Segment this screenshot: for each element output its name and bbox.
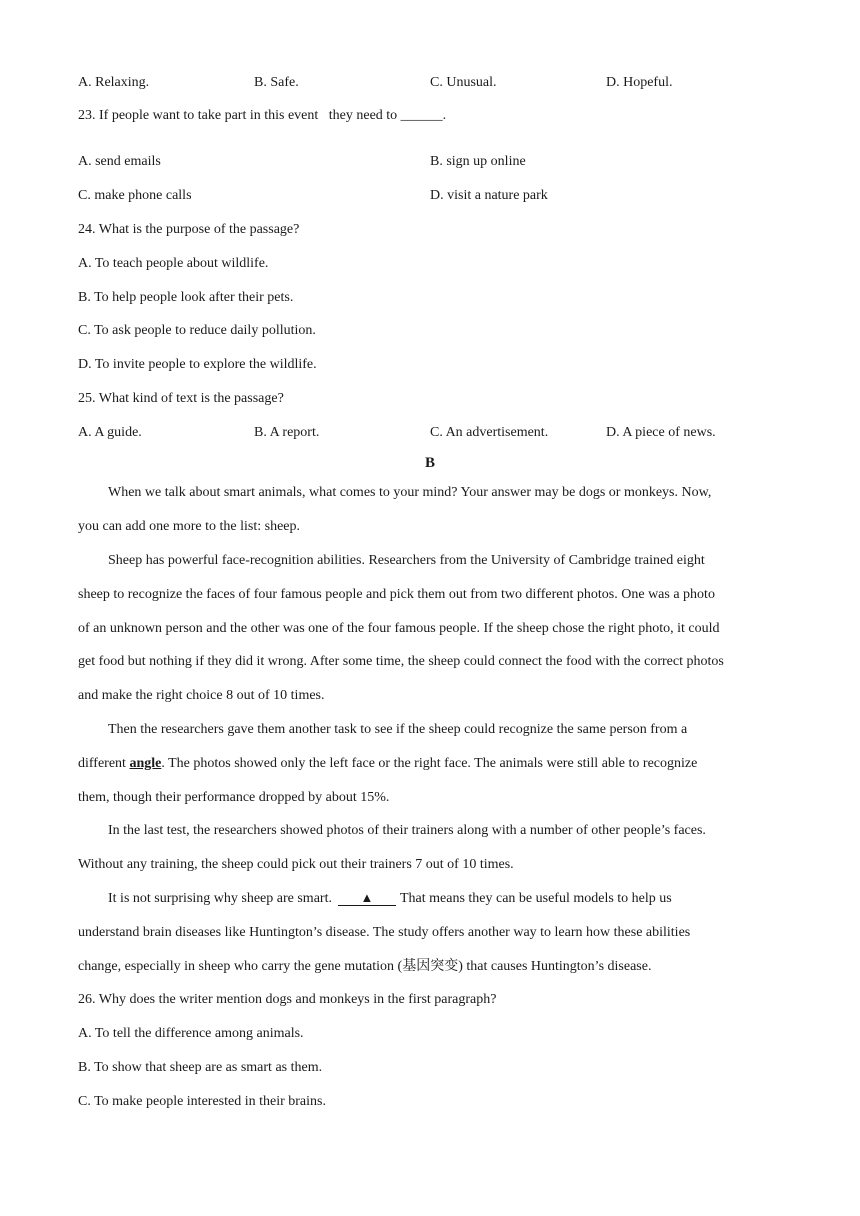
q25-question: 25. What kind of text is the passage?: [78, 391, 284, 406]
q23-question: 23. If people want to take part in this event they need to ______.: [78, 108, 447, 123]
q26-question: 26. Why does the writer mention dogs and monkeys in the first paragraph?: [78, 992, 497, 1007]
q24-option-c: C. To ask people to reduce daily pollution.: [78, 323, 316, 338]
p2-line-3: of an unknown person and the other was one of the four famous people. If the sheep chose the right photo, it could: [78, 621, 720, 636]
angle-keyword: angle: [129, 756, 162, 771]
p5-line-1-end: That means they can be useful models to help us: [399, 891, 672, 906]
q24-option-a: A. To teach people about wildlife.: [78, 256, 269, 271]
q24-option-b: B. To help people look after their pets.: [78, 290, 294, 305]
p1-line-2: you can add one more to the list: sheep.: [78, 519, 300, 534]
q24-question: 24. What is the purpose of the passage?: [78, 222, 300, 237]
q23-option-d: D. visit a nature park: [430, 188, 548, 203]
p4-line-1: In the last test, the researchers showed photos of their trainers along with a number of other people’s faces.: [108, 823, 706, 838]
p2-line-5: and make the right choice 8 out of 10 times.: [78, 688, 325, 703]
q22-option-d: D. Hopeful.: [606, 75, 673, 90]
q26-option-c: C. To make people interested in their brains.: [78, 1094, 326, 1109]
p5-line-2: understand brain diseases like Huntington’s disease. The study offers another way to learn how these abilities: [78, 925, 691, 940]
q22-option-b: B. Safe.: [254, 75, 299, 90]
p3-line-2-start: different: [78, 756, 130, 771]
p1-line-1: When we talk about smart animals, what comes to your mind? Your answer may be dogs or monkeys. Now,: [108, 485, 712, 500]
section-b-heading: B: [424, 455, 435, 471]
p3-line-2: [78, 754, 782, 774]
q26-option-b: B. To show that sheep are as smart as them.: [78, 1060, 323, 1075]
p5-line-1-start: It is not surprising why sheep are smart.: [108, 891, 332, 906]
q23-option-a: A. send emails: [78, 154, 161, 169]
p2-line-4: get food but nothing if they did it wrong. After some time, the sheep could connect the food with the correct photos: [78, 654, 724, 669]
p5-line-1: [78, 889, 812, 909]
p2-line-1: Sheep has powerful face-recognition abilities. Researchers from the University of Cambridge trained eight: [108, 553, 705, 568]
p3-line-1: Then the researchers gave them another task to see if the sheep could recognize the same person from a: [108, 722, 688, 737]
answer-blank: ▲: [338, 891, 396, 906]
p3-line-2-end: . The photos showed only the left face or the right face. The animals were still able to recognize: [161, 756, 698, 771]
q26-option-a: A. To tell the difference among animals.: [78, 1026, 304, 1041]
p2-line-2: sheep to recognize the faces of four famous people and pick them out from two different photos. One was a photo: [78, 587, 715, 602]
q23-option-c: C. make phone calls: [78, 188, 192, 203]
p5-line-3: change, especially in sheep who carry the gene mutation (基因突变) that causes Huntington’s disease.: [78, 959, 652, 974]
p3-line-3: them, though their performance dropped by about 15%.: [78, 790, 390, 805]
p4-line-2: Without any training, the sheep could pick out their trainers 7 out of 10 times.: [78, 857, 514, 872]
q22-option-c: C. Unusual.: [430, 75, 497, 90]
q25-option-c: C. An advertisement.: [430, 425, 549, 440]
q25-option-b: B. A report.: [254, 425, 320, 440]
q25-option-a: A. A guide.: [78, 425, 142, 440]
q25-option-d: D. A piece of news.: [606, 425, 716, 440]
q22-option-a: A. Relaxing.: [78, 75, 150, 90]
q23-option-b: B. sign up online: [430, 154, 526, 169]
q24-option-d: D. To invite people to explore the wildlife.: [78, 357, 317, 372]
